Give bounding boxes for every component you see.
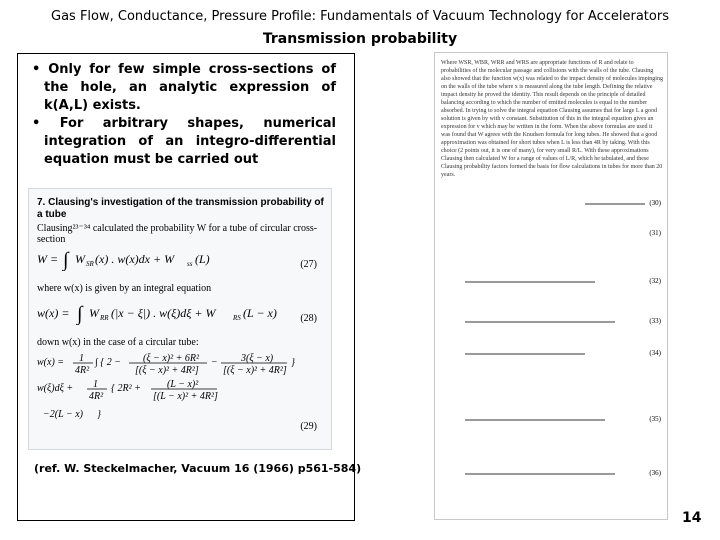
excerpt-eq-number: (30)	[649, 199, 661, 207]
svg-text:4R²: 4R²	[75, 365, 90, 376]
svg-text:w(x) =: w(x) =	[37, 306, 70, 320]
svg-text:(|x − ξ|) . w(ξ)dξ + W: (|x − ξ|) . w(ξ)dξ + W	[111, 306, 216, 320]
svg-text:}: }	[97, 409, 101, 420]
clausing-equations-image	[28, 188, 332, 450]
svg-text:W =: W =	[37, 252, 59, 266]
svg-text:[(L − x)² + 4R²]: [(L − x)² + 4R²]	[153, 391, 218, 402]
svg-text:(L − x)²: (L − x)²	[167, 379, 199, 390]
excerpt-eq-number: (35)	[649, 415, 661, 423]
svg-text:w(ξ)dξ +: w(ξ)dξ +	[37, 383, 74, 394]
excerpt-equation-mark	[465, 353, 585, 355]
svg-text:{ 2R² +: { 2R² +	[111, 383, 141, 394]
excerpt-equation-mark	[585, 203, 645, 205]
page-header: Gas Flow, Conductance, Pressure Profile: Fundamentals of Vacuum Technology for Accelerators	[51, 9, 669, 24]
steckelmacher-excerpt-image	[434, 52, 668, 520]
equation-28	[37, 301, 297, 325]
excerpt-equation-mark	[465, 473, 615, 475]
svg-text:W: W	[89, 306, 99, 320]
excerpt-eq-number: (31)	[649, 229, 661, 237]
excerpt-eq-number: (33)	[649, 317, 661, 325]
svg-text:RR: RR	[100, 314, 109, 322]
svg-text:3(ξ − x): 3(ξ − x)	[241, 353, 274, 364]
svg-text:−2(L − x): −2(L − x)	[43, 409, 83, 420]
scan-intro: Clausing²³⁻³⁴ calculated the probability W for a tube of circular cross-section	[37, 223, 318, 245]
svg-text:(L): (L)	[195, 252, 210, 266]
svg-text:RS: RS	[233, 314, 241, 322]
equation-28-number: (28)	[300, 313, 317, 324]
svg-text:(ξ − x)² + 6R²: (ξ − x)² + 6R²	[143, 353, 199, 364]
svg-text:W: W	[75, 252, 85, 266]
page-number: 14	[682, 510, 702, 526]
svg-text:[(ξ − x)² + 4R²]: [(ξ − x)² + 4R²]	[135, 365, 199, 376]
svg-text:ss: ss	[187, 260, 193, 268]
svg-text:[(ξ − x)² + 4R²]: [(ξ − x)² + 4R²]	[223, 365, 287, 376]
svg-text:1: 1	[79, 353, 84, 364]
svg-text:(x) . w(x)dx + W: (x) . w(x)dx + W	[95, 252, 175, 266]
equation-29	[37, 353, 327, 433]
excerpt-equation-mark	[465, 281, 595, 283]
excerpt-equation-mark	[465, 321, 615, 323]
slide-title: Transmission probability	[262, 31, 458, 47]
equation-29-number: (29)	[300, 421, 317, 432]
excerpt-equation-mark	[465, 419, 605, 421]
svg-text:w(x) =: w(x) =	[37, 357, 65, 368]
bullet-analytic: • Only for few simple cross-sections of the hole, an analytic expression of k(A,L) exists.	[32, 62, 336, 113]
excerpt-eq-number: (34)	[649, 349, 661, 357]
equation-27-number: (27)	[300, 259, 317, 270]
svg-text:SR: SR	[86, 260, 94, 268]
svg-text:4R²: 4R²	[89, 391, 104, 402]
svg-text:(L − x): (L − x)	[243, 306, 277, 320]
scan-mid-text: where w(x) is given by an integral equation	[37, 283, 212, 294]
svg-text:}: }	[291, 357, 295, 368]
excerpt-text: Where WSR, WBR, WRR and WRS are appropriate functions of R and relate to probabilities of the molecular passage and collisions with the walls of the tube. Clausing also showed that the function w(x) was related to the impact density of molecules impinging on the walls of the tube where x is measured along the tube length. Defining the relative impact density he proved the identity. This result depends on the principle of detailed balancing according to which the number of emitted molecules is equal to the number absorbed. In trying to solve the integral equation Clausing assumes that for large L a good solution is given by with v constant. Substitution of this in the integral equation gives an expression for v which may be written in the form. When the above formulas are used it was found that W agrees with the Knudsen formula for long tubes. He showed that a good approximation was obtained for short tubes when L is less than 4R by taking. With this choice (2 points out, it is one of many), for very small R/L. With these approximations Clausing then calculated W for a range of values of L/R, which he tabulated, and these Clausing probability factors formed the basis for flow calculations in tubes for more than 20 years.	[441, 60, 663, 178]
scan-down-text: down w(x) in the case of a circular tube:	[37, 337, 199, 348]
bullet-numerical: • For arbitrary shapes, numerical integration of an integro-differential equation must be carried out	[32, 116, 336, 167]
svg-text:∫: ∫	[63, 249, 69, 271]
svg-text:−: −	[211, 357, 218, 368]
equation-27	[37, 247, 267, 271]
scan-heading: 7. Clausing's investigation of the transmission probability of a tube	[37, 197, 324, 220]
excerpt-eq-number: (32)	[649, 277, 661, 285]
bullet-list	[32, 61, 336, 169]
svg-text:∫: ∫	[77, 303, 83, 325]
svg-text:1: 1	[93, 379, 98, 390]
excerpt-eq-number: (36)	[649, 469, 661, 477]
svg-text:∫ { 2 −: ∫ { 2 −	[95, 357, 121, 368]
reference-citation: (ref. W. Steckelmacher, Vacuum 16 (1966) p561-584)	[34, 462, 362, 475]
